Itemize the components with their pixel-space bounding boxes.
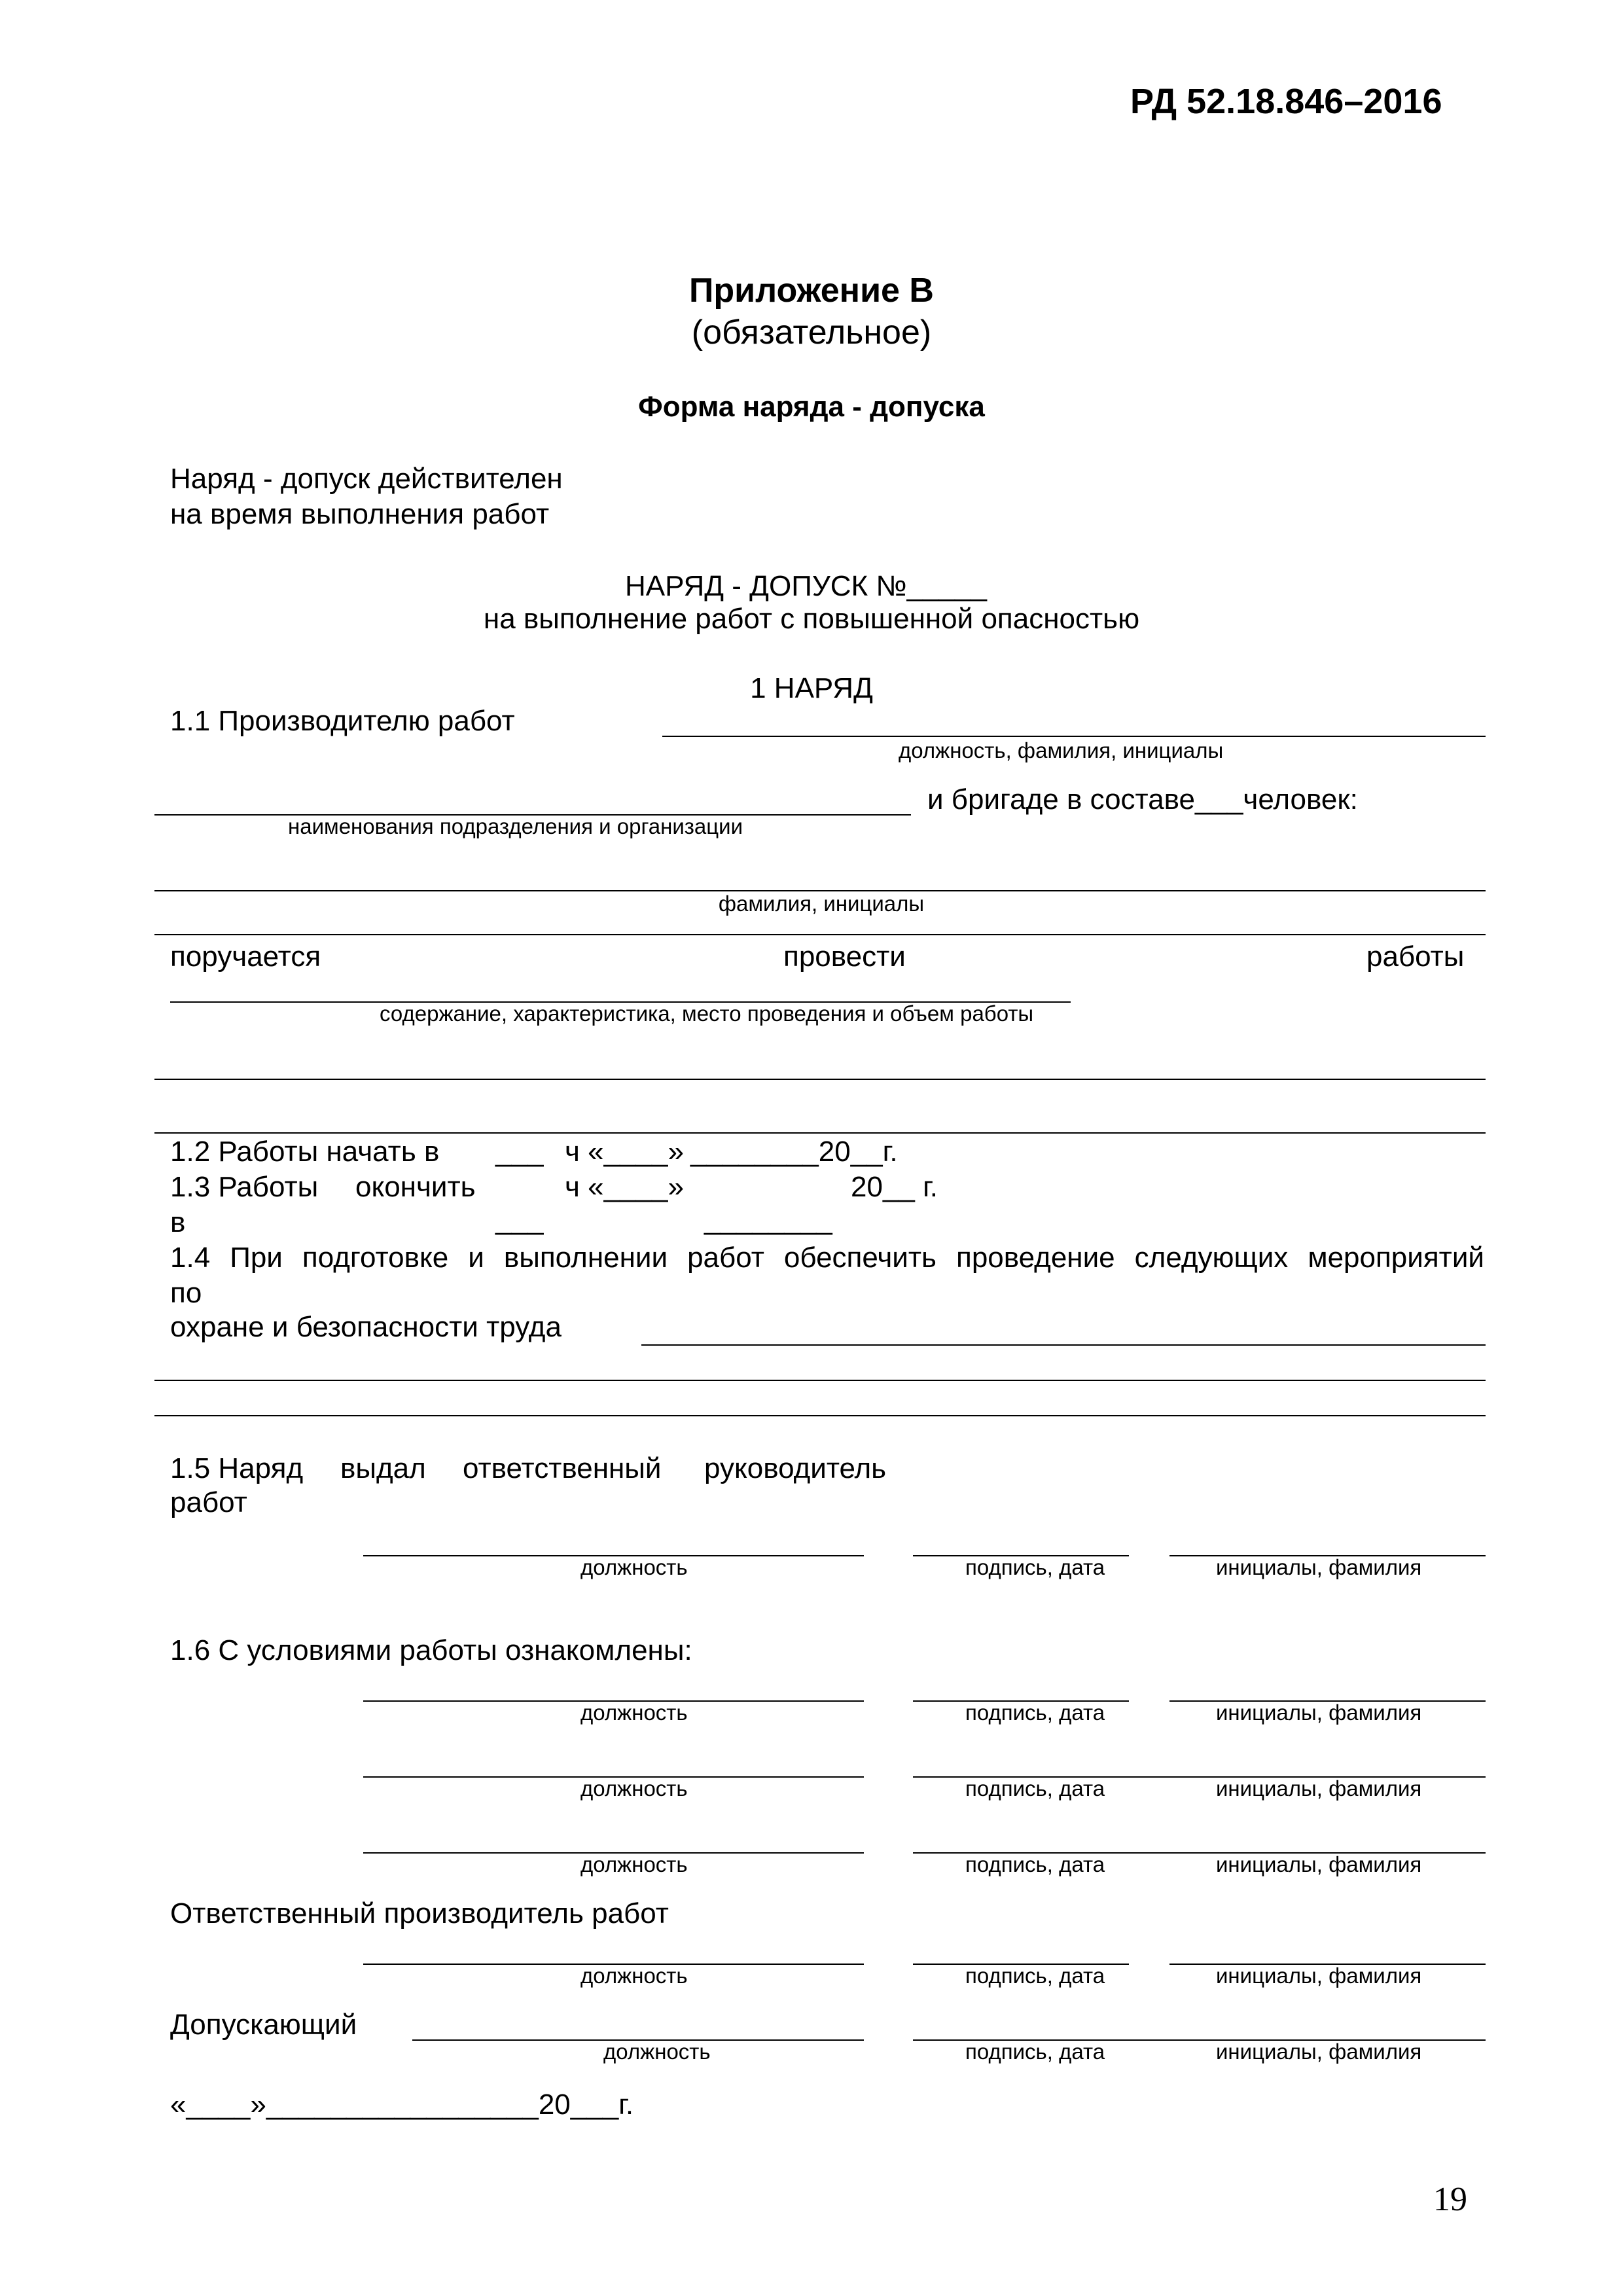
s1-4-line-3: охране и безопасности труда: [170, 1311, 562, 1343]
safety-field-line[interactable]: [641, 1344, 1486, 1346]
s1-2-day[interactable]: ч «____»: [565, 1136, 684, 1168]
assign-word-3: работы: [1366, 941, 1465, 973]
hint-org: наименования подразделения и организации: [288, 814, 743, 838]
s1-3-month-blank[interactable]: ________: [704, 1204, 832, 1236]
hint-sig-signature: подпись, дата: [965, 1555, 1105, 1579]
hint-sig-position: должность: [603, 2039, 711, 2064]
work-field-line-3[interactable]: [154, 1132, 1486, 1134]
hint-sig-signature: подпись, дата: [965, 1964, 1105, 1988]
page-number: 19: [1433, 2181, 1467, 2218]
s1-5-line-2: работ: [170, 1486, 247, 1518]
hint-names: фамилия, инициалы: [718, 891, 925, 916]
position-field-line[interactable]: [662, 736, 1486, 737]
permit-number: НАРЯД - ДОПУСК №_____: [625, 570, 987, 602]
form-name: Форма наряда - допуска: [638, 391, 985, 423]
hint-sig-name: инициалы, фамилия: [1216, 1852, 1422, 1876]
s1-3-year[interactable]: 20__ г.: [851, 1171, 938, 1203]
hint-sig-position: должность: [580, 1852, 688, 1876]
section-title: 1 НАРЯД: [750, 672, 873, 704]
hint-sig-position: должность: [580, 1555, 688, 1579]
s1-2-date[interactable]: ________20__г.: [690, 1136, 898, 1168]
validity-line-1: Наряд - допуск действителен: [170, 463, 563, 495]
appendix-title: Приложение В: [689, 272, 934, 310]
hint-sig-name: инициалы, фамилия: [1216, 1700, 1422, 1725]
s1-5-word-2: выдал: [340, 1452, 426, 1484]
s1-3-label-b: окончить: [355, 1171, 476, 1203]
hint-sig-name: инициалы, фамилия: [1216, 1776, 1422, 1801]
document-code: РД 52.18.846–2016: [1130, 82, 1442, 121]
s1-6-label: 1.6 С условиями работы ознакомлены:: [170, 1634, 692, 1666]
s1-5-word-3: ответственный: [463, 1452, 662, 1484]
hint-sig-signature: подпись, дата: [965, 1776, 1105, 1801]
hint-work: содержание, характеристика, место проведения и объем работы: [380, 1001, 1034, 1026]
brigade-text: и бригаде в составе___человек:: [927, 783, 1358, 816]
assign-word-1: поручается: [170, 941, 321, 973]
s1-3-label-a: 1.3 Работы: [170, 1171, 319, 1203]
appendix-status: (обязательное): [691, 314, 932, 351]
hint-sig-name: инициалы, фамилия: [1216, 1555, 1422, 1579]
assign-word-2: провести: [783, 941, 906, 973]
hint-sig-signature: подпись, дата: [965, 1700, 1105, 1725]
hint-sig-position: должность: [580, 1700, 688, 1725]
admitting-label: Допускающий: [170, 2009, 357, 2041]
s1-3-cont: в: [170, 1206, 186, 1238]
names-field-line-2[interactable]: [154, 934, 1486, 935]
date-line[interactable]: «____»_________________20___г.: [170, 2089, 634, 2121]
hint-position: должность, фамилия, инициалы: [899, 738, 1224, 762]
safety-field-line-2[interactable]: [154, 1380, 1486, 1381]
s1-2-label: 1.2 Работы начать в: [170, 1136, 440, 1168]
hint-sig-name: инициалы, фамилия: [1216, 1964, 1422, 1988]
s1-3-day[interactable]: ч «____»: [565, 1171, 684, 1203]
s1-5-word-4: руководитель: [704, 1452, 887, 1484]
s1-1-label: 1.1 Производителю работ: [170, 705, 515, 737]
s1-3-hour-blank[interactable]: ___: [495, 1204, 544, 1236]
validity-line-2: на время выполнения работ: [170, 498, 550, 530]
s1-4-line-2: по: [170, 1277, 202, 1309]
hint-sig-position: должность: [580, 1776, 688, 1801]
s1-5-word-1: 1.5 Наряд: [170, 1452, 304, 1484]
work-field-line-2[interactable]: [154, 1079, 1486, 1080]
hint-sig-signature: подпись, дата: [965, 2039, 1105, 2064]
hint-sig-position: должность: [580, 1964, 688, 1988]
permit-subtitle: на выполнение работ с повышенной опасностью: [483, 603, 1140, 635]
s1-2-hour-blank[interactable]: ___: [495, 1136, 544, 1168]
s1-4-line-1: 1.4 При подготовке и выполнении работ обеспечить проведение следующих мероприятий: [170, 1242, 1484, 1274]
responsible-label: Ответственный производитель работ: [170, 1897, 669, 1929]
hint-sig-name: инициалы, фамилия: [1216, 2039, 1422, 2064]
hint-sig-signature: подпись, дата: [965, 1852, 1105, 1876]
safety-field-line-3[interactable]: [154, 1415, 1486, 1416]
